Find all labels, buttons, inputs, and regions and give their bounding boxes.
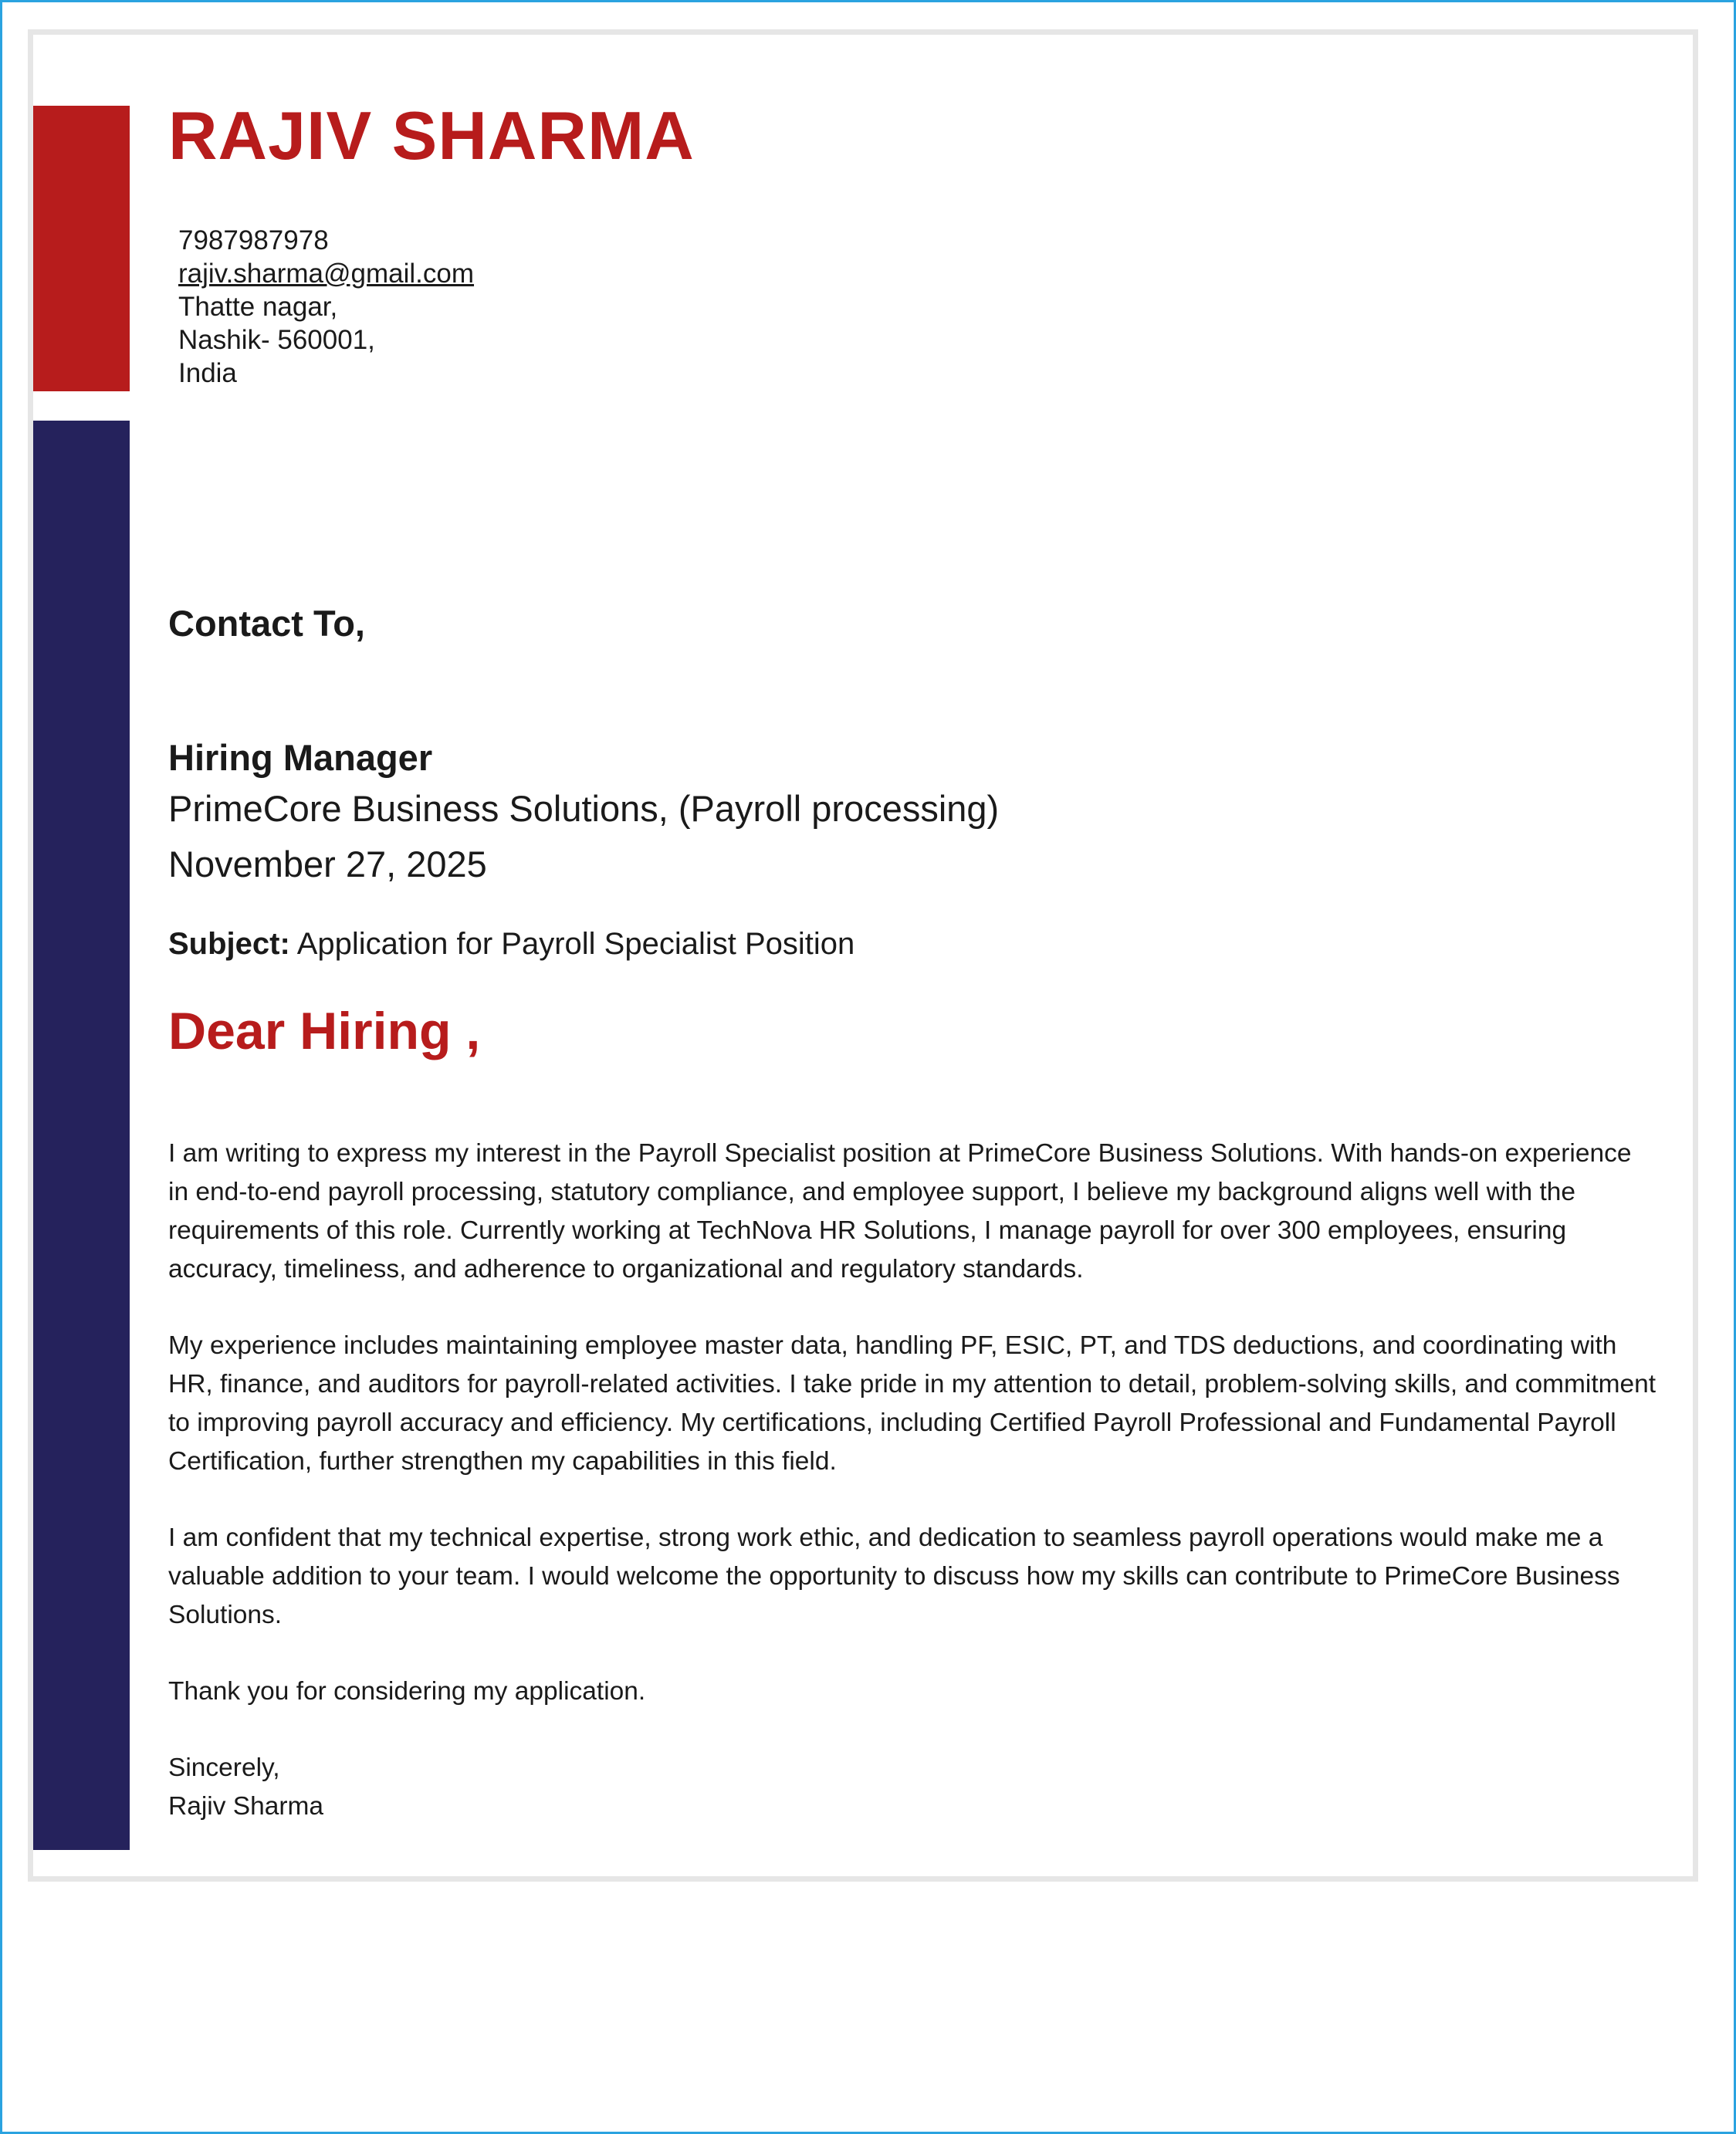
sender-contact-block <box>178 224 474 390</box>
sender-name: RAJIV SHARMA <box>168 97 695 174</box>
sender-address-line-2: Nashik- 560001, <box>178 325 375 355</box>
recipient-block <box>168 735 999 892</box>
body-paragraph-2: My experience includes maintaining employee master data, handling PF, ESIC, PT, and TDS deductions, and coordinating with HR, finance, and auditors for payroll-related activities. I take pride in my attention to detail, problem-solving skills, and commitment to improving payroll accuracy and efficiency. My certifications, including Certified Payroll Professional and Fundamental Payroll Certification, further strengthen my capabilities in this field. <box>168 1331 1656 1476</box>
signature-name: Rajiv Sharma <box>168 1792 324 1821</box>
contact-to-heading: Contact To, <box>168 603 365 644</box>
sender-phone: 7987987978 <box>178 225 329 255</box>
red-accent-bar <box>33 106 130 391</box>
subject-line <box>168 925 854 963</box>
letter-date: November 27, 2025 <box>168 844 487 884</box>
recipient-company: PrimeCore Business Solutions, (Payroll processing) <box>168 788 1000 829</box>
sender-email-link[interactable]: rajiv.sharma@gmail.com <box>178 259 475 289</box>
salutation: Dear Hiring , <box>168 1002 481 1060</box>
navy-accent-bar <box>33 421 130 1850</box>
body-paragraph-4: Thank you for considering my application. <box>168 1677 646 1706</box>
body-paragraph-1: I am writing to express my interest in the Payroll Specialist position at PrimeCore Business Solutions. With hands-on experience in end-to-end payroll processing, statutory compliance, and employee support, I believe my background aligns well with the requirements of this role. Currently working at TechNova HR Solutions, I manage payroll for over 300 employees, ensuring accuracy, timeliness, and adherence to organizational and regulatory standards. <box>168 1139 1632 1283</box>
recipient-title: Hiring Manager <box>168 737 433 778</box>
letter-body <box>168 1135 1658 1826</box>
subject-label: Subject: <box>168 927 290 961</box>
body-paragraph-3: I am confident that my technical expertise, strong work ethic, and dedication to seamless payroll operations would make me a valuable addition to your team. I would welcome the opportunity to discuss how my skills can contribute to PrimeCore Business Solutions. <box>168 1524 1620 1629</box>
subject-text: Application for Payroll Specialist Position <box>296 927 855 961</box>
sender-address-line-3: India <box>178 358 237 388</box>
sender-address-line-1: Thatte nagar, <box>178 292 338 322</box>
closing-line: Sincerely, <box>168 1754 280 1782</box>
